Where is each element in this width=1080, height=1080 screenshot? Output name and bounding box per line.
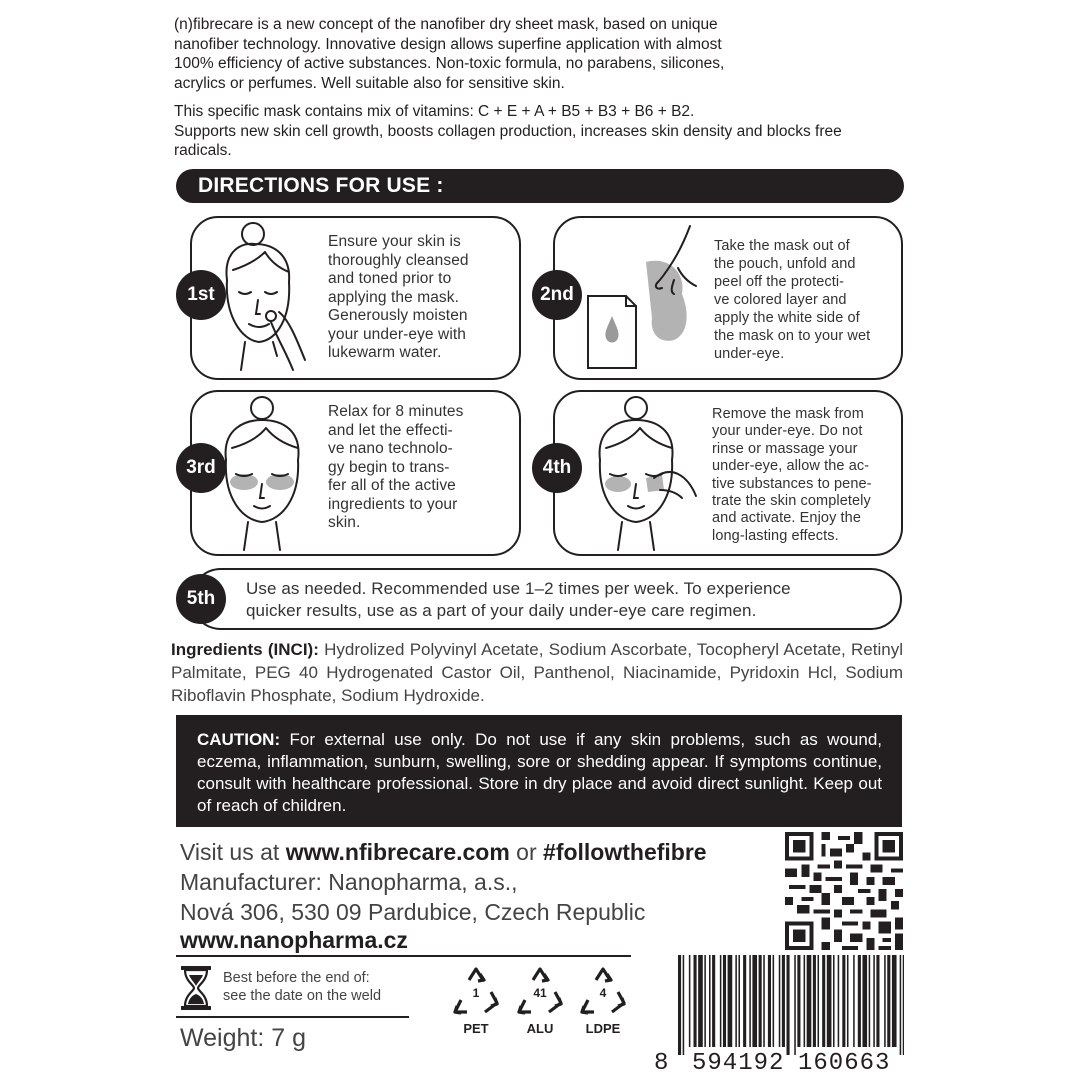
recycle-code: 41 <box>533 986 547 1000</box>
step-text-5: Use as needed. Recommended use 1–2 times per week. To experience quicker results, use as a part of your daily under-eye care regimen. <box>246 579 791 620</box>
ingredients-text: Hydrolized Polyvinyl Acetate, Sodium Ascorbate, Tocopheryl Acetate, Retinyl Palmitate, PEG 40 Hydrogenated Castor Oil, Panthenol, Niacinamide, Pyridoxin Hcl, Sodium Riboflavin Phosphate, Sodium Hydroxide. <box>171 640 903 705</box>
intro-line: radicals. <box>174 142 232 159</box>
barcode-bar <box>858 955 861 1047</box>
divider <box>176 955 631 957</box>
best-before: Best before the end of: see the date on the weld <box>223 970 382 1004</box>
caution-text: For external use only. Do not use if any skin problems, such as wound, eczema, inflammation, sunburn, swelling, sore or shedding appear. If symptoms continue, consult with healthcare professional. Store in dry place and avoid direct sunlight. Keep out of reach of children. <box>197 730 882 815</box>
barcode-bar <box>749 955 751 1047</box>
website-link[interactable]: www.nfibrecare.com <box>285 839 510 865</box>
step-badge-1: 1st <box>176 270 226 320</box>
manufacturer-address: Nová 306, 530 09 Pardubice, Czech Republic <box>180 899 646 925</box>
intro-line: This specific mask contains mix of vitamins: C + E + A + B5 + B3 + B6 + B2. <box>174 103 695 120</box>
intro-line: 100% efficiency of active substances. Non-toxic formula, no parabens, silicones, <box>174 55 725 72</box>
visit-line: Visit us at www.nfibrecare.com or #followthefibre <box>180 839 707 865</box>
barcode-bar <box>794 955 796 1055</box>
barcode-bar <box>853 955 855 1047</box>
barcode-bar <box>842 955 845 1047</box>
barcode-bar <box>838 955 840 1047</box>
manufacturer-website-link[interactable]: www.nanopharma.cz <box>180 927 408 953</box>
qr-code-icon[interactable] <box>785 832 903 950</box>
recycle-label: LDPE <box>585 1021 621 1036</box>
barcode-bar <box>763 955 765 1047</box>
barcode-bar <box>892 955 897 1047</box>
caution-box <box>176 715 902 827</box>
barcode-bar <box>694 955 697 1047</box>
barcode-bar <box>900 955 902 1055</box>
barcode-bar <box>752 955 757 1047</box>
barcode-bar <box>678 955 681 1055</box>
barcode-bar <box>787 955 790 1055</box>
barcode-bar <box>884 955 886 1047</box>
recycle-symbol-ldpe <box>578 966 628 1036</box>
divider <box>176 1016 409 1018</box>
barcode-bar <box>827 955 832 1047</box>
barcode-bar <box>728 955 733 1047</box>
intro-line: Supports new skin cell growth, boosts collagen production, increases skin density and blocks free <box>174 122 842 140</box>
barcode-bar <box>782 955 785 1047</box>
step-text-1: Ensure your skin is thoroughly cleansed and toned prior to applying the mask. Generously moisten your under-eye with lukewarm water. <box>328 233 469 361</box>
recycle-code: 4 <box>599 986 607 1000</box>
manufacturer-name: Manufacturer: Nanopharma, a.s., <box>180 869 518 895</box>
intro-line: nanofiber technology. Innovative design allows superfine application with almost <box>174 35 722 53</box>
barcode-icon <box>678 955 904 1055</box>
barcode-bar <box>903 955 904 1055</box>
step-text-3: Relax for 8 minutes and let the effecti- ve nano technolo- gy begin to trans- fer all of the active ingredients to your skin. <box>328 403 464 531</box>
barcode-first-digit: 8 <box>654 1050 669 1077</box>
barcode-bar <box>759 955 762 1047</box>
barcode-bar <box>833 955 835 1047</box>
step-badge-2: 2nd <box>532 270 582 320</box>
barcode-bar <box>862 955 867 1047</box>
mask-pouch-illustration <box>578 222 716 372</box>
barcode-bar <box>869 955 871 1047</box>
recycle-code: 1 <box>472 986 480 1000</box>
contact-block <box>180 837 707 955</box>
barcode-bar <box>704 955 706 1047</box>
barcode-bar <box>768 955 771 1047</box>
barcode-bar <box>876 955 879 1047</box>
step-badge-3: 3rd <box>176 443 226 493</box>
barcode-bar <box>873 955 875 1047</box>
barcode-bar <box>807 955 812 1047</box>
barcode-bar <box>822 955 825 1047</box>
barcode-bar <box>720 955 722 1047</box>
recycle-label: PET <box>463 1021 489 1036</box>
step-text-4: Remove the mask from your under-eye. Do not rinse or massage your under-eye, allow the ac- tive substances to pene- trate the skin completely and activate. Enjoy the long-lasting effects. <box>712 406 872 544</box>
barcode-bar <box>887 955 890 1047</box>
barcode-bar <box>743 955 746 1047</box>
barcode-bar <box>738 955 740 1047</box>
caution-label: CAUTION: <box>197 730 281 749</box>
step-badge-4: 4th <box>532 443 582 493</box>
ingredients-block <box>171 638 903 707</box>
barcode-bar <box>813 955 816 1047</box>
barcode-bar <box>847 955 849 1047</box>
barcode-bar <box>797 955 800 1047</box>
hashtag: #followthefibre <box>543 839 707 865</box>
barcode-group-1: 594192 <box>692 1050 785 1077</box>
relaxing-face-illustration <box>212 394 312 554</box>
intro-line: (n)fibrecare is a new concept of the nanofiber dry sheet mask, based on unique <box>174 16 718 33</box>
weight-label: Weight: 7 g <box>180 1024 307 1052</box>
directions-header: DIRECTIONS FOR USE : <box>176 169 904 203</box>
barcode-bar <box>723 955 726 1047</box>
barcode-bar <box>773 955 775 1047</box>
barcode-bar <box>689 955 691 1047</box>
recycle-symbol-alu <box>515 966 565 1036</box>
barcode-bar <box>712 955 715 1047</box>
barcode-bar <box>735 955 737 1047</box>
barcode-bar <box>779 955 781 1047</box>
step-badge-5: 5th <box>176 574 226 624</box>
mask-removal-illustration <box>590 394 702 554</box>
barcode-bar <box>683 955 685 1055</box>
step-text-2: Take the mask out of the pouch, unfold and peel off the protecti- ve colored layer and apply the white side of the mask on to your wet under-eye. <box>714 238 871 362</box>
intro-line: acrylics or perfumes. Well suitable also for sensitive skin. <box>174 74 565 92</box>
barcode-bar <box>698 955 703 1047</box>
hourglass-icon <box>179 965 213 1011</box>
intro-text <box>174 15 904 161</box>
ingredients-label: Ingredients (INCI): <box>171 640 319 659</box>
barcode-bar <box>804 955 806 1047</box>
barcode-bar <box>818 955 820 1047</box>
recycle-label: ALU <box>526 1021 554 1036</box>
recycle-symbol-pet <box>451 966 501 1036</box>
barcode-bar <box>709 955 711 1047</box>
barcode-group-2: 160663 <box>798 1050 891 1077</box>
